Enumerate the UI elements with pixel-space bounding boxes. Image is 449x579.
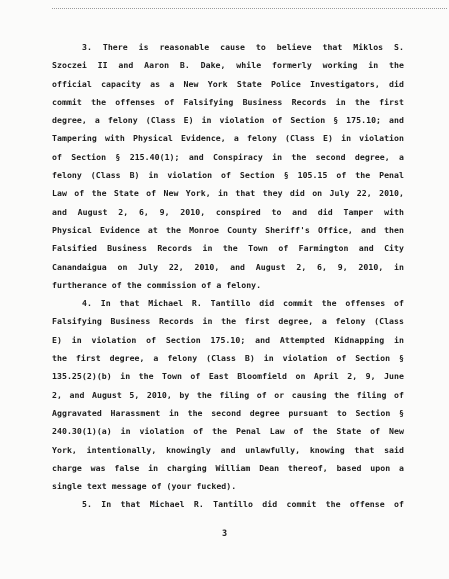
paragraph-3-line-4: commit the offenses of Falsifying Business Records in the first xyxy=(52,96,404,107)
paragraph-4-line-11: single text message of (your fucked). xyxy=(52,481,237,492)
paragraph-4-line-8: 240.30(1)(a) in violation of the Penal Law of the State of New xyxy=(52,426,404,437)
paragraph-4-line-3: E) in violation of Section 175.10; and Attempted Kidnapping in xyxy=(52,334,404,345)
paragraph-4-line-7: Aggravated Harassment in the second degree pursuant to Section § xyxy=(52,407,404,418)
top-edge-rule xyxy=(52,8,447,9)
paragraph-3-line-8: felony (Class B) in violation of Section § 105.15 of the Penal xyxy=(52,170,404,181)
paragraph-4-line-9: York, intentionally, knowingly and unlawfully, knowing that said xyxy=(52,444,404,455)
paragraph-4-line-5: 135.25(2)(b) in the Town of East Bloomfield on April 2, 9, June xyxy=(52,371,404,382)
paragraph-3-line-6: Tampering with Physical Evidence, a felony (Class E) in violation xyxy=(52,133,404,144)
paragraph-3-line-5: degree, a felony (Class E) in violation of Section § 175.10; and xyxy=(52,115,404,126)
paragraph-3-line-9: Law of the State of New York, in that they did on July 22, 2010, xyxy=(52,188,404,199)
paragraph-4-line-6: 2, and August 5, 2010, by the filing of or causing the filing of xyxy=(52,389,404,400)
paragraph-4-line-1: 4. In that Michael R. Tantillo did commit the offenses of xyxy=(82,298,404,309)
paragraph-3-line-10: and August 2, 6, 9, 2010, conspired to and did Tamper with xyxy=(52,206,404,217)
paragraph-3-line-1: 3. There is reasonable cause to believe that Miklos S. xyxy=(82,42,404,52)
paragraph-3-line-14: furtherance of the commission of a felony. xyxy=(52,279,262,290)
paragraph-3-line-3: official capacity as a New York State Police Investigators, did xyxy=(52,78,404,89)
paragraph-3-line-7: of Section § 215.40(1); and Conspiracy in the second degree, a xyxy=(52,151,404,162)
paragraph-5-line-1: 5. In that Michael R. Tantillo did commit the offense of xyxy=(82,499,404,508)
paragraph-3-line-12: Falsified Business Records in the Town of Farmington and City xyxy=(52,243,404,254)
paragraph-3-line-13: Canandaigua on July 22, 2010, and August 2, 6, 9, 2010, in xyxy=(52,261,404,272)
paragraph-4-line-2: Falsifying Business Records in the first degree, a felony (Class xyxy=(52,316,404,327)
document-body xyxy=(52,38,404,508)
paragraph-3-line-11: Physical Evidence at the Monroe County Sheriff's Office, and then xyxy=(52,224,404,235)
paragraph-4-line-4: the first degree, a felony (Class B) in violation of Section § xyxy=(52,353,404,364)
paragraph-4-line-10: charge was false in charging William Dean thereof, based upon a xyxy=(52,462,404,473)
paragraph-3-line-2: Szoczei II and Aaron B. Dake, while formerly working in the xyxy=(52,60,404,71)
page-number: 3 xyxy=(221,529,228,539)
